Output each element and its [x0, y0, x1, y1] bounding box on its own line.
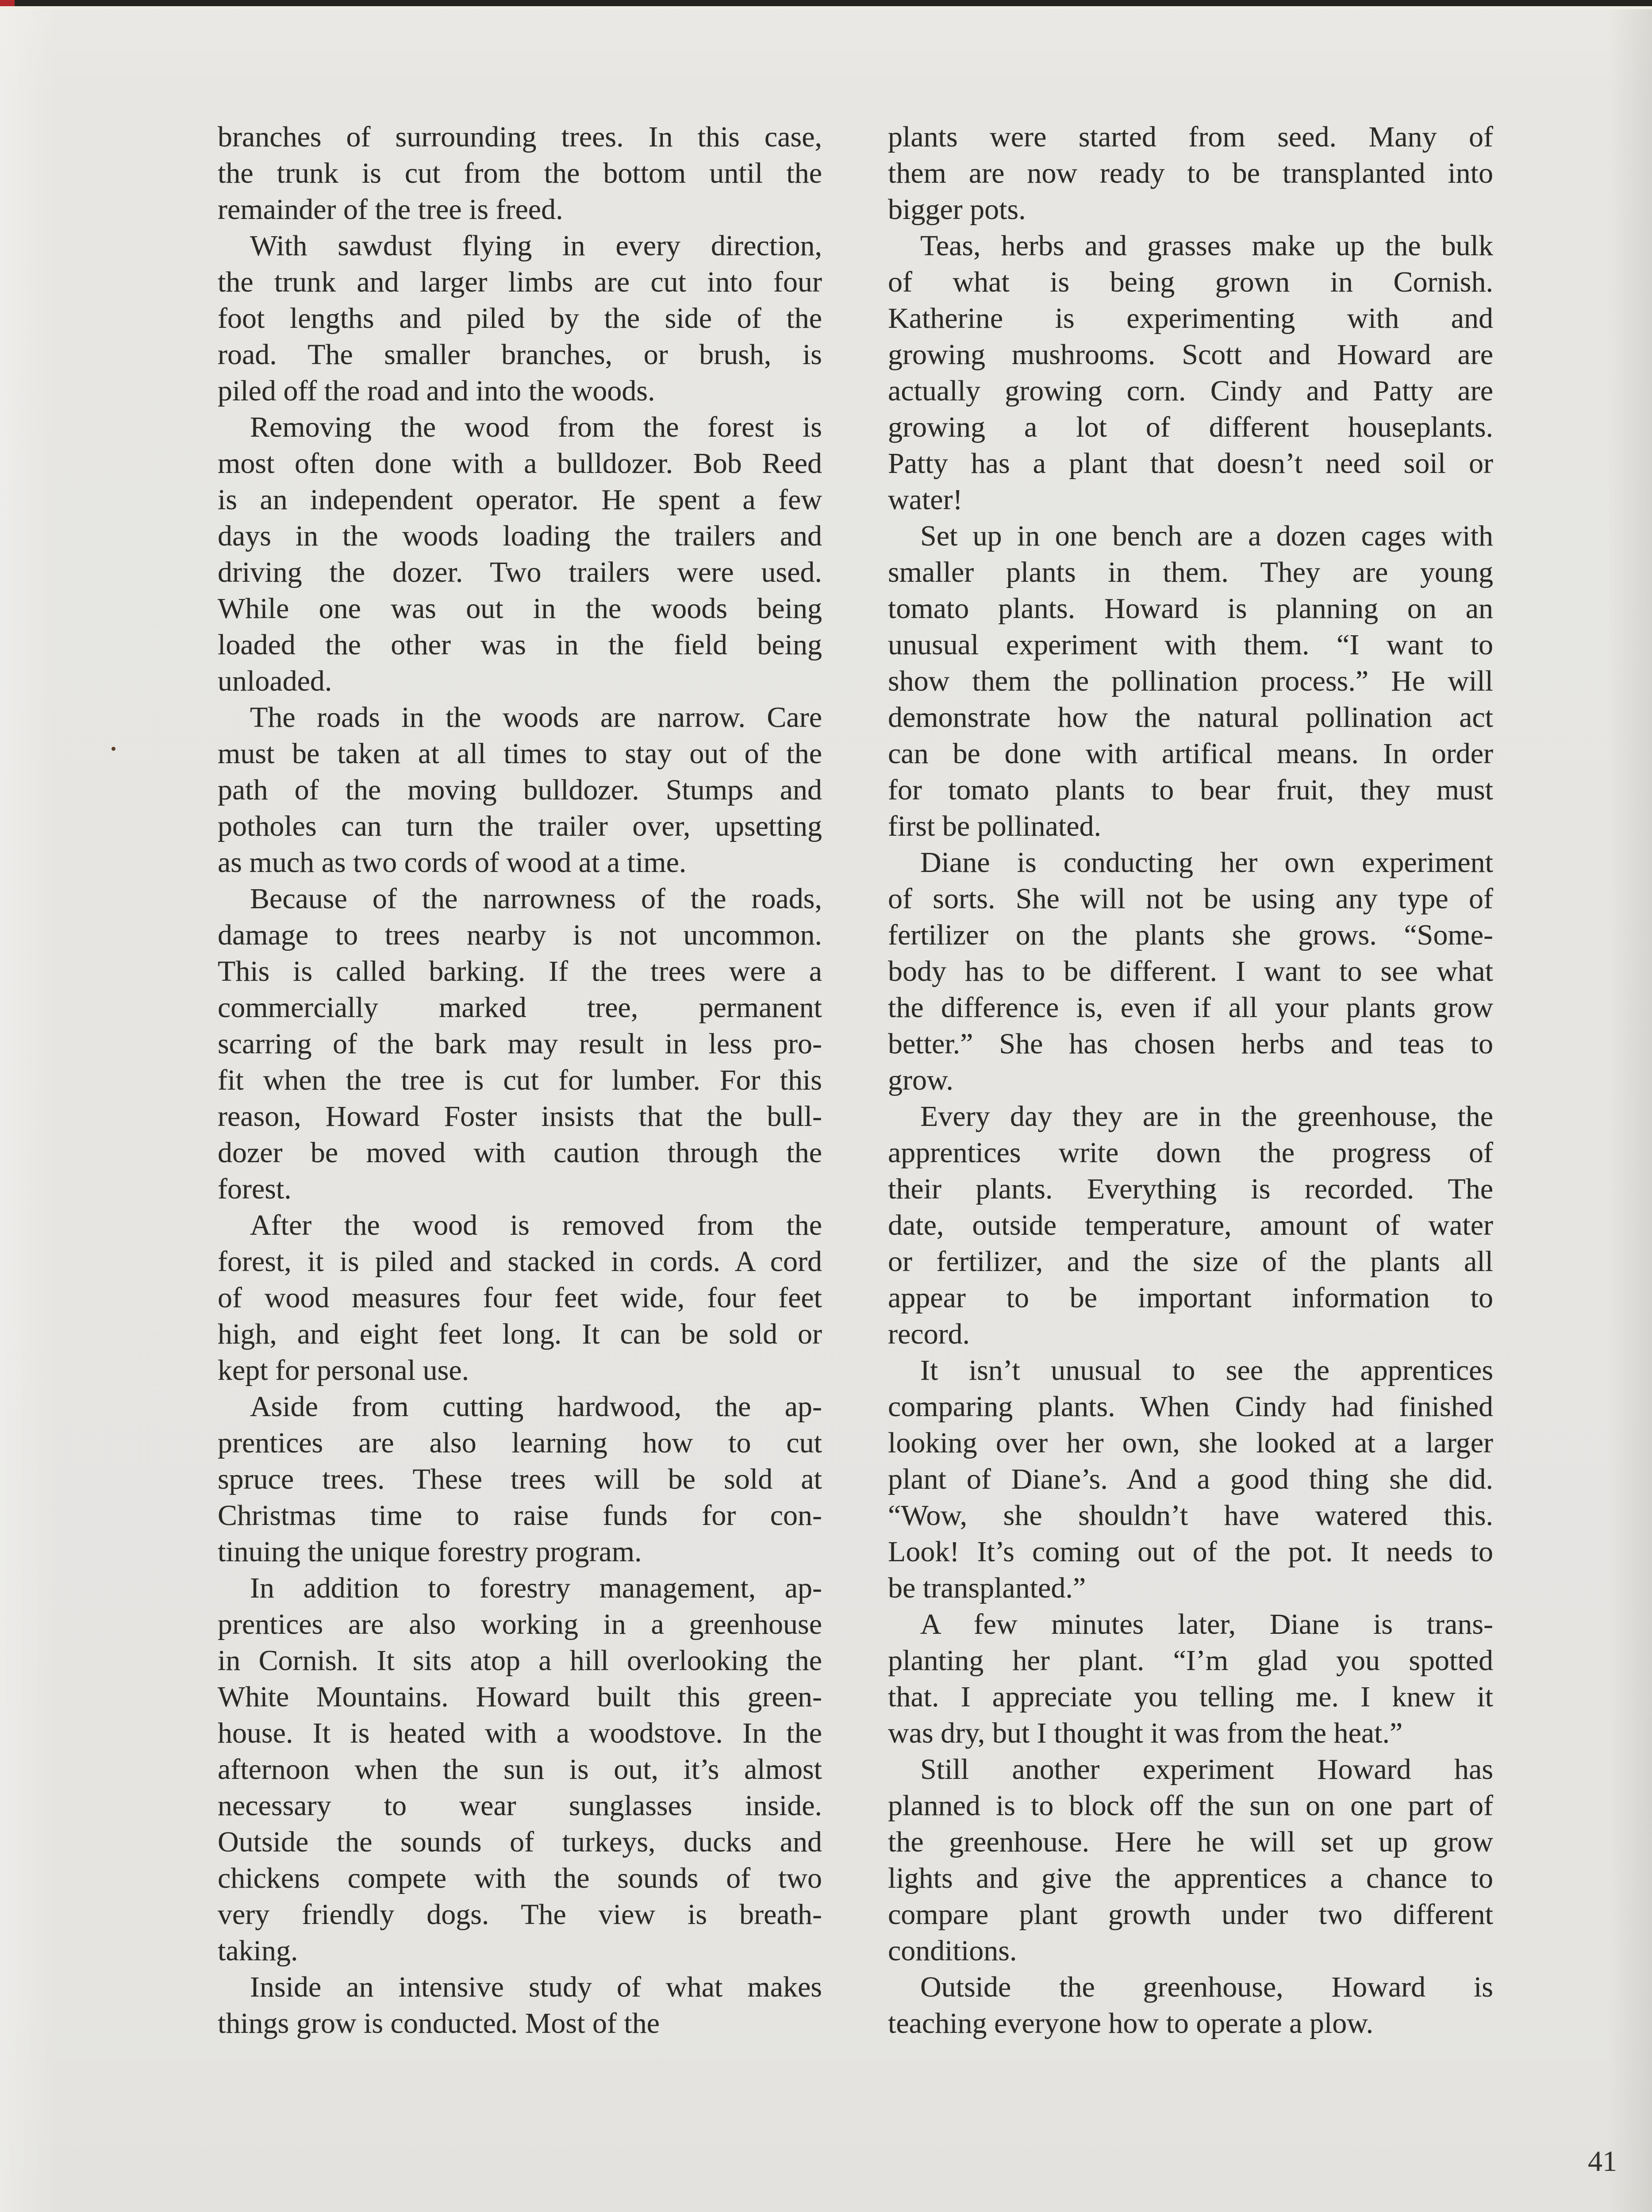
paragraph — [218, 699, 822, 881]
paragraph — [218, 119, 822, 228]
text-line: Katherine is experimenting with and — [888, 302, 1493, 334]
text-line: fit when the tree is cut for lumber. For this — [218, 1064, 822, 1096]
text-line: Diane is conducting her own experiment — [920, 846, 1493, 879]
text-line: teaching everyone how to operate a plow. — [888, 2007, 1374, 2039]
text-line: the difference is, even if all your plants grow — [888, 991, 1493, 1024]
text-line: demonstrate how the natural pollination act — [888, 701, 1493, 733]
text-line: branches of surrounding trees. In this case, — [218, 121, 822, 153]
text-line: Still another experiment Howard has — [920, 1753, 1493, 1786]
text-line: show them the pollination process.” He will — [888, 665, 1493, 697]
paragraph — [888, 518, 1493, 845]
text-line: them are now ready to be transplanted into — [888, 157, 1493, 189]
text-line: road. The smaller branches, or brush, is — [218, 338, 822, 371]
text-line: This is called barking. If the trees were a — [218, 955, 822, 987]
ink-speck — [111, 747, 115, 751]
text-line: fertilizer on the plants she grows. “Some- — [888, 919, 1493, 951]
text-line: smaller plants in them. They are young — [888, 556, 1493, 588]
text-line: of what is being grown in Cornish. — [888, 266, 1493, 298]
paragraph — [888, 119, 1493, 228]
text-line: body has to be different. I want to see what — [888, 955, 1493, 987]
text-line: Every day they are in the greenhouse, the — [920, 1100, 1493, 1133]
text-line: things grow is conducted. Most of the — [218, 2007, 660, 2039]
text-line: damage to trees nearby is not uncommon. — [218, 919, 822, 951]
text-line: as much as two cords of wood at a time. — [218, 846, 687, 879]
text-line: tomato plants. Howard is planning on an — [888, 592, 1493, 625]
text-line: planting her plant. “I’m glad you spotted — [888, 1644, 1493, 1677]
text-line: looking over her own, she looked at a larger — [888, 1427, 1493, 1459]
text-line: planned is to block off the sun on one part of — [888, 1790, 1493, 1822]
text-line: the trunk and larger limbs are cut into four — [218, 266, 822, 298]
text-line: very friendly dogs. The view is breath- — [218, 1898, 822, 1931]
text-column-left — [218, 119, 822, 2042]
text-line: loaded the other was in the field being — [218, 629, 822, 661]
text-line: dozer be moved with caution through the — [218, 1137, 822, 1169]
text-line: better.” She has chosen herbs and teas to — [888, 1028, 1493, 1060]
text-line: “Wow, she shouldn’t have watered this. — [888, 1499, 1493, 1532]
text-line: tinuing the unique forestry program. — [218, 1536, 642, 1568]
text-line: Outside the sounds of turkeys, ducks and — [218, 1826, 822, 1858]
text-line: of wood measures four feet wide, four feet — [218, 1282, 822, 1314]
text-line: grow. — [888, 1064, 953, 1096]
text-line: piled off the road and into the woods. — [218, 375, 655, 407]
text-line: was dry, but I thought it was from the heat.” — [888, 1717, 1403, 1749]
text-line: actually growing corn. Cindy and Patty are — [888, 375, 1493, 407]
paragraph — [218, 228, 822, 409]
text-line: Inside an intensive study of what makes — [250, 1971, 822, 2003]
text-line: scarring of the bark may result in less pro- — [218, 1028, 822, 1060]
text-line: apprentices write down the progress of — [888, 1137, 1493, 1169]
text-line: A few minutes later, Diane is trans- — [920, 1608, 1493, 1640]
paragraph — [218, 1570, 822, 1969]
paragraph — [888, 1606, 1493, 1751]
text-line: driving the dozer. Two trailers were used. — [218, 556, 822, 588]
text-line: in Cornish. It sits atop a hill overlooking the — [218, 1644, 822, 1677]
text-line: be transplanted.” — [888, 1572, 1086, 1604]
text-line: the trunk is cut from the bottom until the — [218, 157, 822, 189]
text-line: plant of Diane’s. And a good thing she did. — [888, 1463, 1493, 1495]
text-line: Christmas time to raise funds for con- — [218, 1499, 822, 1532]
text-line: forest. — [218, 1173, 292, 1205]
text-line: Teas, herbs and grasses make up the bulk — [920, 230, 1493, 262]
paragraph — [888, 1352, 1493, 1606]
text-line: afternoon when the sun is out, it’s almost — [218, 1753, 822, 1786]
page-top-edge — [0, 0, 1652, 6]
text-line: of sorts. She will not be using any type of — [888, 883, 1493, 915]
text-line: In addition to forestry management, ap- — [250, 1572, 822, 1604]
paragraph — [888, 845, 1493, 1098]
text-line: most often done with a bulldozer. Bob Reed — [218, 447, 822, 480]
text-line: path of the moving bulldozer. Stumps and — [218, 774, 822, 806]
text-line: foot lengths and piled by the side of the — [218, 302, 822, 334]
text-line: is an independent operator. He spent a few — [218, 484, 822, 516]
text-line: chickens compete with the sounds of two — [218, 1862, 822, 1894]
text-line: Patty has a plant that doesn’t need soil or — [888, 447, 1493, 480]
text-line: spruce trees. These trees will be sold at — [218, 1463, 822, 1495]
page-number: 41 — [1588, 2145, 1617, 2177]
text-line: Aside from cutting hardwood, the ap- — [250, 1390, 822, 1423]
text-line: reason, Howard Foster insists that the bull- — [218, 1100, 822, 1133]
paragraph — [888, 1098, 1493, 1352]
paragraph — [888, 1969, 1493, 2042]
text-line: With sawdust flying in every direction, — [250, 230, 822, 262]
text-line: potholes can turn the trailer over, upsetting — [218, 810, 822, 842]
text-line: plants were started from seed. Many of — [888, 121, 1493, 153]
paragraph — [218, 1969, 822, 2042]
text-line: unloaded. — [218, 665, 332, 697]
text-line: must be taken at all times to stay out of the — [218, 737, 822, 770]
text-line: their plants. Everything is recorded. The — [888, 1173, 1493, 1205]
text-line: lights and give the apprentices a chance to — [888, 1862, 1493, 1894]
text-line: remainder of the tree is freed. — [218, 193, 563, 226]
text-line: Because of the narrowness of the roads, — [250, 883, 822, 915]
text-line: high, and eight feet long. It can be sold or — [218, 1318, 822, 1350]
text-line: White Mountains. Howard built this green- — [218, 1681, 822, 1713]
text-line: unusual experiment with them. “I want to — [888, 629, 1493, 661]
text-line: for tomato plants to bear fruit, they must — [888, 774, 1493, 806]
red-edge-mark — [0, 0, 15, 6]
text-line: growing a lot of different houseplants. — [888, 411, 1493, 443]
text-line: growing mushrooms. Scott and Howard are — [888, 338, 1493, 371]
text-line: water! — [888, 484, 963, 516]
text-line: can be done with artifical means. In order — [888, 737, 1493, 770]
paragraph — [218, 1389, 822, 1570]
text-line: necessary to wear sunglasses inside. — [218, 1790, 822, 1822]
text-line: It isn’t unusual to see the apprentices — [920, 1354, 1493, 1386]
text-line: the greenhouse. Here he will set up grow — [888, 1826, 1493, 1858]
text-line: first be pollinated. — [888, 810, 1102, 842]
text-column-right — [888, 119, 1493, 2042]
text-line: or fertilizer, and the size of the plants all — [888, 1245, 1493, 1278]
text-line: While one was out in the woods being — [218, 592, 822, 625]
text-line: house. It is heated with a woodstove. In the — [218, 1717, 822, 1749]
text-line: conditions. — [888, 1935, 1017, 1967]
text-line: commercially marked tree, permanent — [218, 991, 822, 1024]
text-line: Outside the greenhouse, Howard is — [920, 1971, 1493, 2003]
text-line: prentices are also working in a greenhouse — [218, 1608, 822, 1640]
text-line: that. I appreciate you telling me. I knew it — [888, 1681, 1493, 1713]
text-line: Look! It’s coming out of the pot. It needs to — [888, 1536, 1493, 1568]
text-line: Removing the wood from the forest is — [250, 411, 822, 443]
text-line: prentices are also learning how to cut — [218, 1427, 822, 1459]
text-line: kept for personal use. — [218, 1354, 469, 1386]
text-line: forest, it is piled and stacked in cords. A cord — [218, 1245, 822, 1278]
text-line: Set up in one bench are a dozen cages with — [920, 520, 1493, 552]
paragraph — [218, 1207, 822, 1389]
paragraph — [888, 228, 1493, 518]
paragraph — [218, 881, 822, 1207]
text-line: compare plant growth under two different — [888, 1898, 1493, 1931]
text-line: days in the woods loading the trailers and — [218, 520, 822, 552]
text-line: record. — [888, 1318, 970, 1350]
paragraph — [888, 1751, 1493, 1969]
text-line: taking. — [218, 1935, 298, 1967]
text-line: date, outside temperature, amount of water — [888, 1209, 1493, 1241]
text-line: The roads in the woods are narrow. Care — [250, 701, 822, 733]
text-line: bigger pots. — [888, 193, 1026, 226]
text-line: After the wood is removed from the — [250, 1209, 822, 1241]
text-line: comparing plants. When Cindy had finished — [888, 1390, 1493, 1423]
paragraph — [218, 409, 822, 699]
text-line: appear to be important information to — [888, 1282, 1493, 1314]
